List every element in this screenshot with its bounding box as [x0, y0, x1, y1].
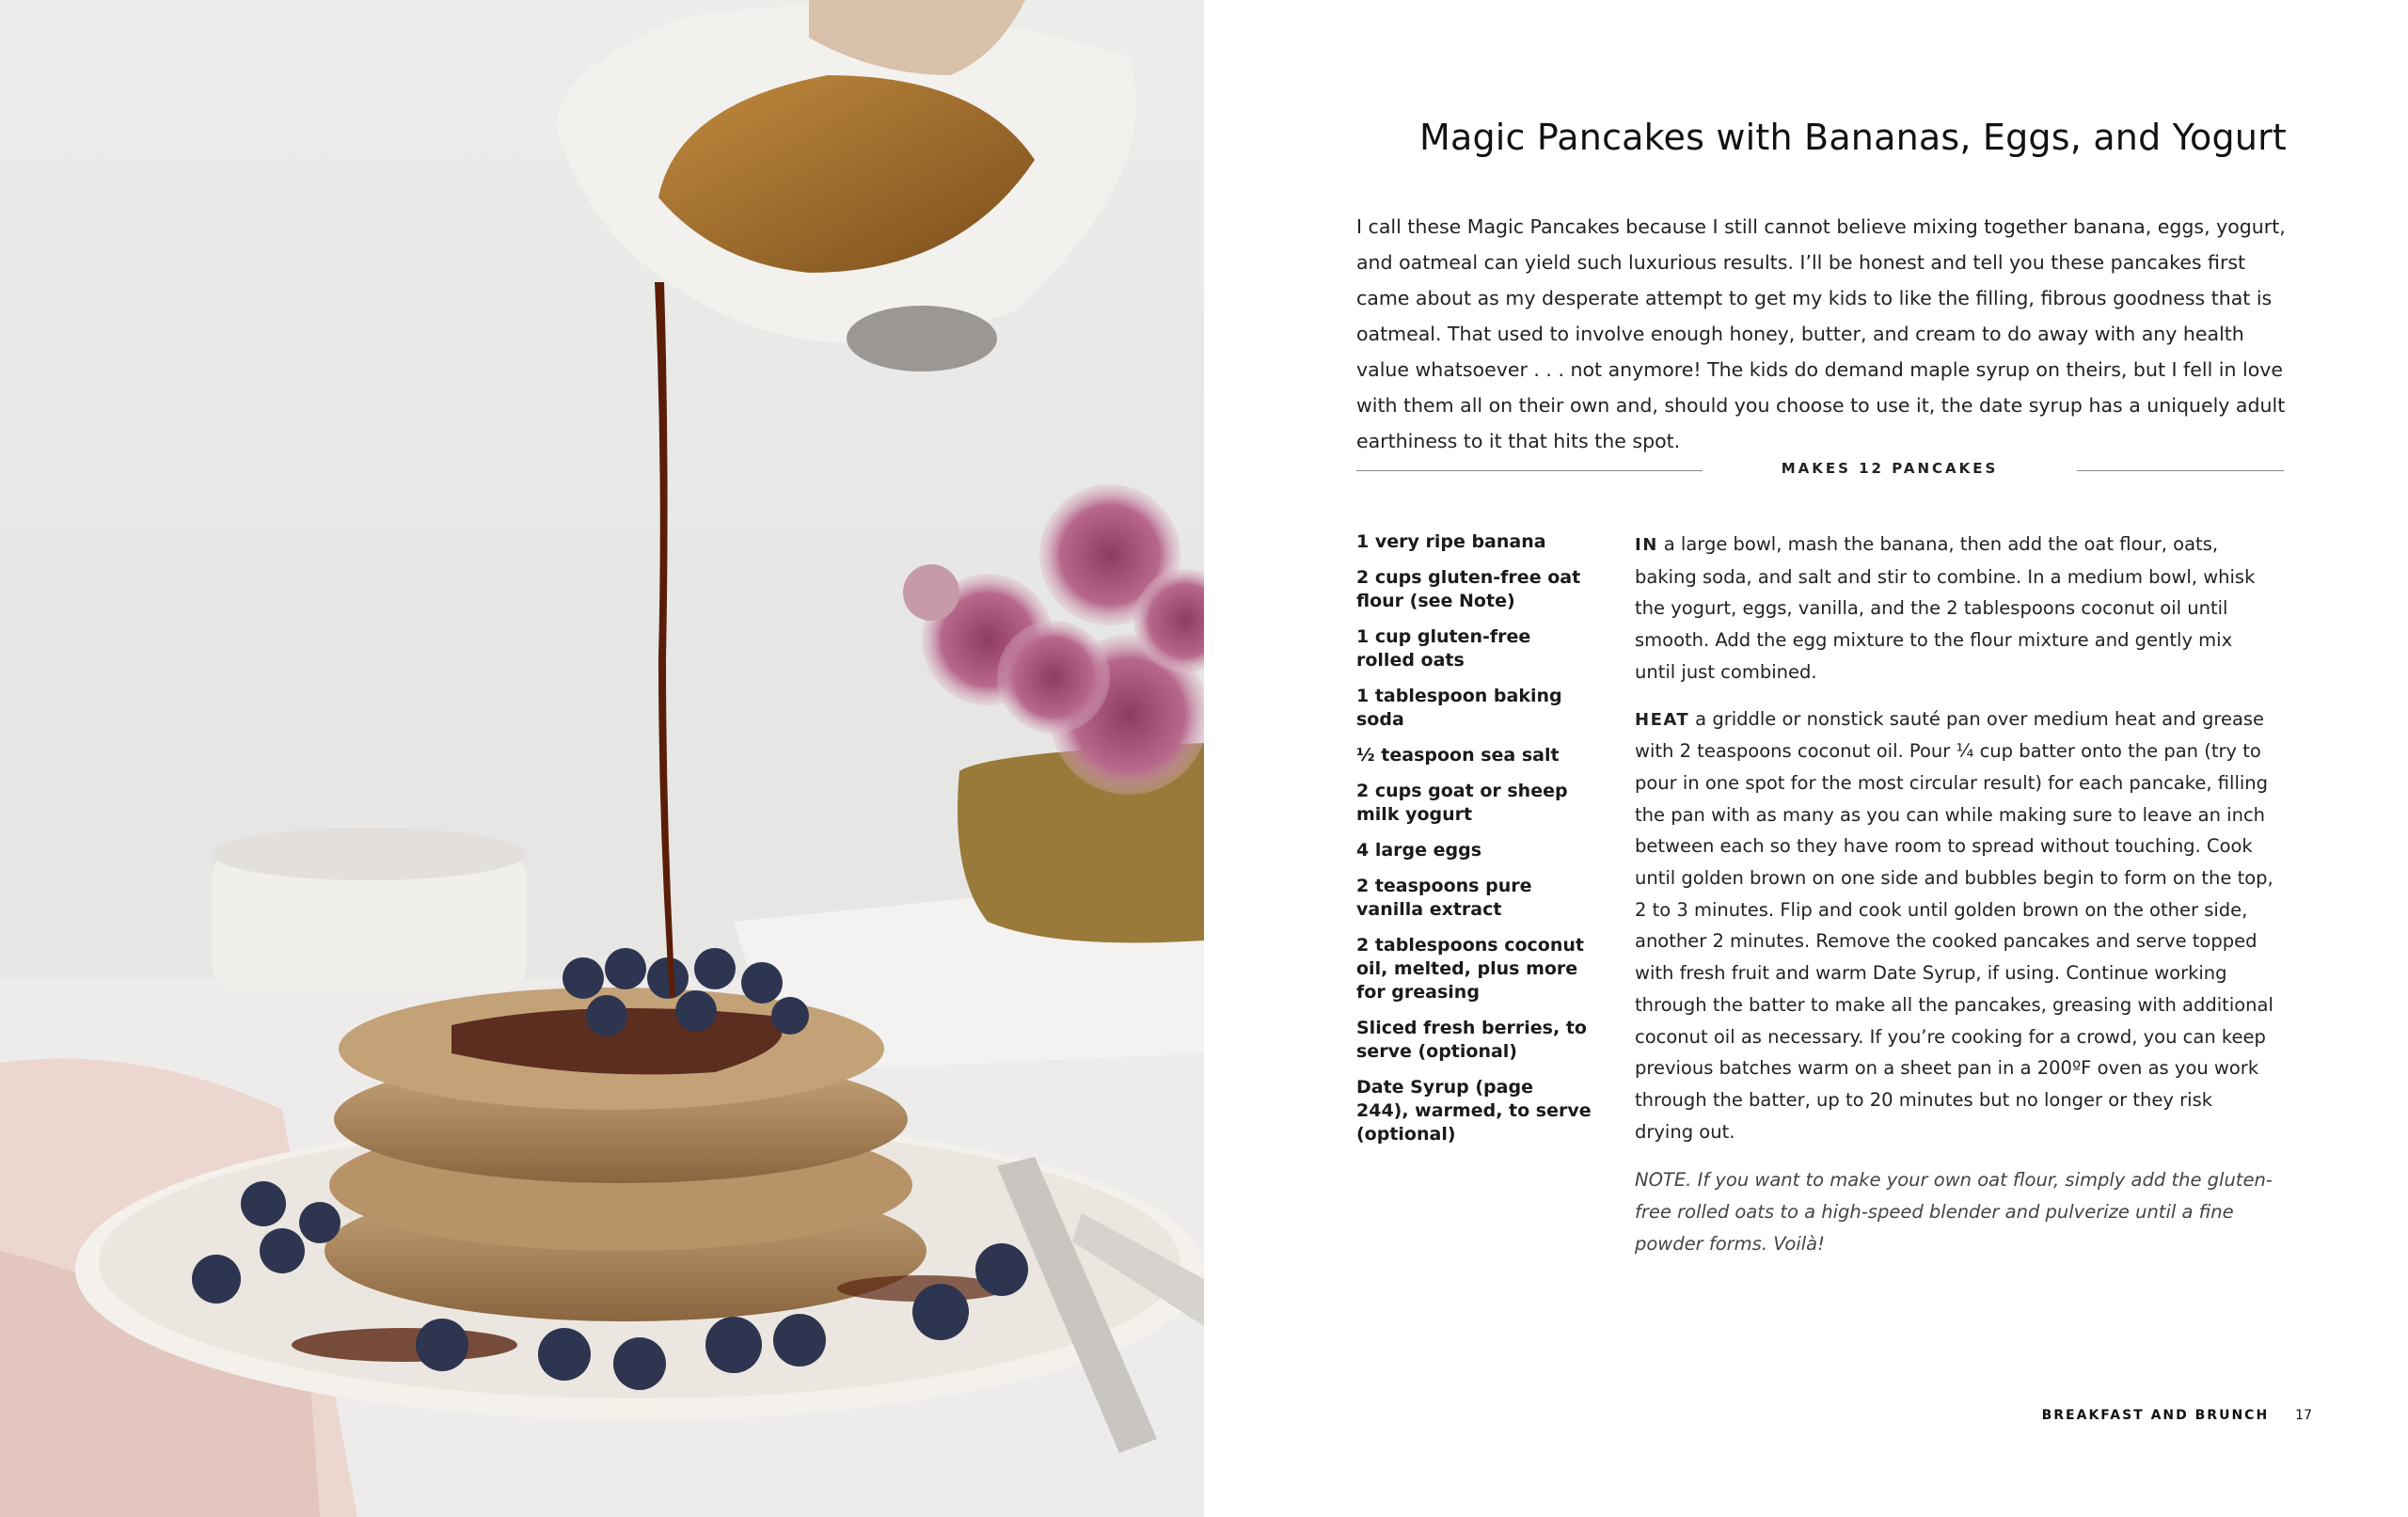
- recipe-title: Magic Pancakes with Bananas, Eggs, and Yogurt: [1418, 117, 2288, 158]
- ingredient-item: 4 large eggs: [1356, 840, 1482, 861]
- ingredient-item: 1 cup gluten-free rolled oats: [1356, 626, 1531, 671]
- ingredient-list: [1356, 530, 1592, 1159]
- yield-divider: [1356, 459, 2284, 482]
- page-footer: [2042, 1408, 2312, 1423]
- step-lead-word: HEAT: [1635, 709, 1690, 730]
- ingredient-item: Sliced fresh berries, to serve (optional): [1356, 1018, 1587, 1062]
- ingredient-item: 1 tablespoon baking soda: [1356, 686, 1562, 730]
- divider-line-right: [2077, 470, 2284, 471]
- step-text: a large bowl, mash the banana, then add the oat flour, oats, baking soda, and salt and stir to combine. In a medium bowl, whisk the yogurt, eggs, vanilla, and the 2 tablespoons coconut oil until smooth. Add the egg mixture to the flour mixture and gently mix until just combined.: [1635, 533, 2256, 683]
- recipe-page: [1204, 0, 2408, 1517]
- method-step: [1635, 703, 2274, 1148]
- step-text: a griddle or nonstick sauté pan over medium heat and grease with 2 teaspoons coconut oil. Pour ¼ cup batter onto the pan (try to pour in one spot for the most circular result) for each pancake, filling the pan with as many as you can while making sure to leave an inch between each so they have room to spread without touching. Cook until golden brown on one side and bubbles begin to form on the top, 2 to 3 minutes. Flip and cook until golden brown on the other side, another 2 minutes. Remove the cooked pancakes and serve topped with fresh fruit and warm Date Syrup, if using. Continue working through the batter to make all the pancakes, greasing with additional coconut oil as necessary. If you’re cooking for a crowd, you can keep previous batches warm on a sheet pan in a 200ºF oven as you work through the batter, up to 20 minutes but no longer or they risk drying out.: [1635, 707, 2273, 1143]
- ingredient-item: ½ teaspoon sea salt: [1356, 745, 1560, 766]
- divider-line-left: [1356, 470, 1703, 471]
- page-number: 17: [2295, 1408, 2312, 1423]
- recipe-note: NOTE. If you want to make your own oat flour, simply add the gluten-free rolled oats to a high-speed blender and pulverize until a fine powder forms. Voilà!: [1635, 1169, 2273, 1255]
- section-title: BREAKFAST AND BRUNCH: [2041, 1408, 2270, 1423]
- ingredient-item: 2 cups gluten-free oat flour (see Note): [1356, 567, 1581, 611]
- ingredient-item: 2 tablespoons coconut oil, melted, plus more for greasing: [1356, 935, 1584, 1003]
- ingredient-item: 2 cups goat or sheep milk yogurt: [1356, 781, 1568, 825]
- recipe-intro: I call these Magic Pancakes because I still cannot believe mixing together banana, eggs, yogurt, and oatmeal can yield such luxurious results. I’ll be honest and tell you these pancakes first came about as my desperate attempt to get my kids to like the filling, fibrous goodness that is oatmeal. That used to involve enough honey, butter, and cream to do away with any health value whatsoever . . . not anymore! The kids do demand maple syrup on theirs, but I fell in love with them all on their own and, should you choose to use it, the date syrup has a uniquely adult earthiness to it that hits the spot.: [1356, 215, 2286, 452]
- ingredient-item: 2 teaspoons pure vanilla extract: [1356, 876, 1532, 920]
- step-lead-word: IN: [1635, 535, 1658, 555]
- ingredient-item: Date Syrup (page 244), warmed, to serve (optional): [1356, 1077, 1592, 1145]
- method-step: [1635, 529, 2274, 688]
- yield-label: MAKES 12 PANCAKES: [1781, 460, 1999, 477]
- method-steps: [1635, 529, 2274, 1274]
- ingredient-item: 1 very ripe banana: [1356, 531, 1546, 552]
